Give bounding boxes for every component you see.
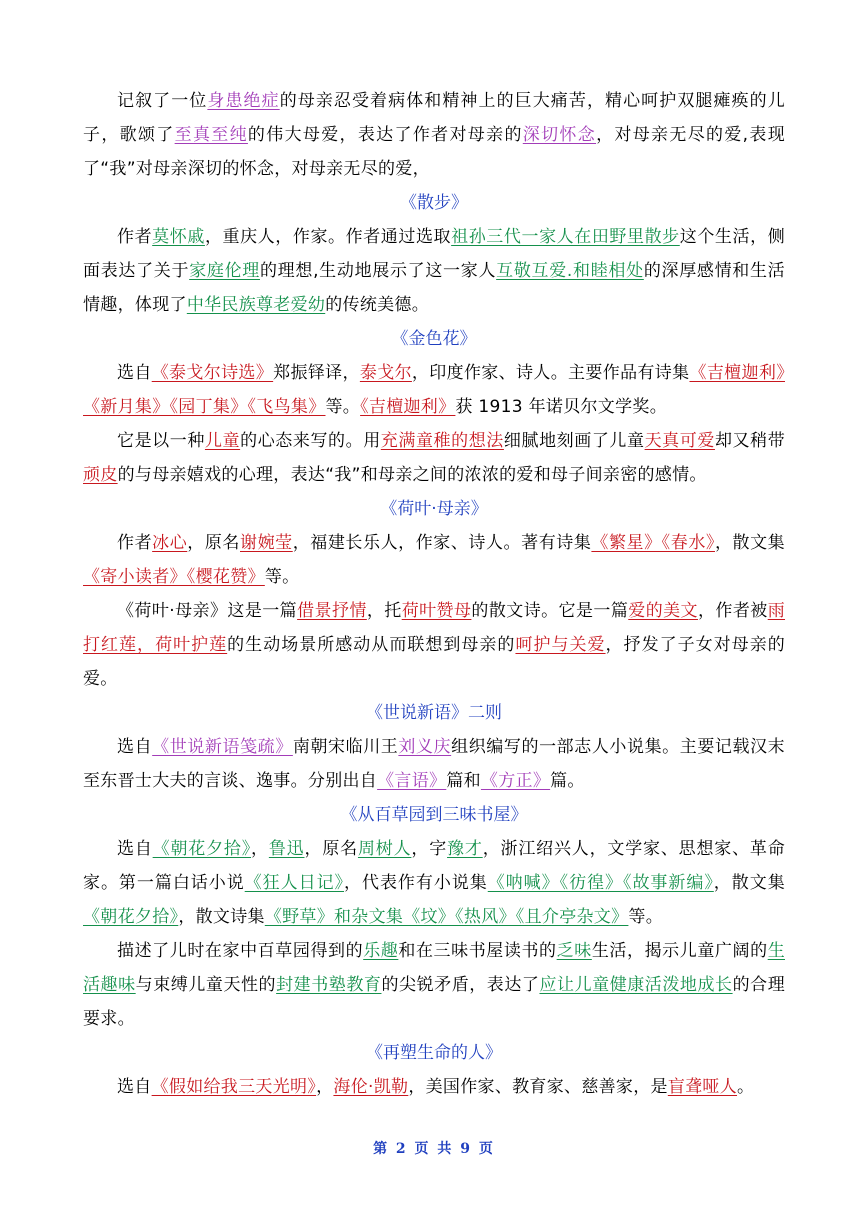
text-segment: 等。 xyxy=(325,397,361,417)
highlighted-term: 封建书塾教育 xyxy=(276,975,382,995)
page-footer: 第 2 页 共 9 页 xyxy=(373,1141,495,1157)
highlighted-term: 家庭伦理 xyxy=(189,261,260,281)
highlighted-term: 《假如给我三天光明》 xyxy=(151,1077,317,1097)
section-title: 《金色花》 xyxy=(391,329,477,349)
paragraph xyxy=(83,594,785,696)
text-segment: 选自 xyxy=(117,737,153,757)
highlighted-term: 雨打红莲，荷叶护莲 xyxy=(83,601,786,655)
highlighted-term: 《朝花夕拾》 xyxy=(83,907,179,927)
text-segment: 的深厚感情和生活情趣，体现了 xyxy=(83,261,785,315)
highlighted-term: 祖孙三代一家人在田野里散步 xyxy=(451,227,680,247)
highlighted-term: 至真至纯 xyxy=(174,125,248,145)
highlighted-term: 荷叶赞母 xyxy=(401,601,472,621)
highlighted-term: 《方正》 xyxy=(480,771,551,791)
text-segment: ，散文集 xyxy=(713,873,785,893)
text-segment: ，抒发了子女对母亲的爱。 xyxy=(83,635,786,689)
highlighted-term: 儿童 xyxy=(204,431,241,451)
document-body xyxy=(83,84,785,1104)
highlighted-term: 《朝花夕拾》 xyxy=(152,839,252,859)
highlighted-term: 《寄小读者》《樱花赞》 xyxy=(83,567,265,587)
text-segment: 的传统美德。 xyxy=(325,295,430,315)
highlighted-term: 顽皮 xyxy=(83,465,118,485)
text-segment: ，福建长乐人，作家、诗人。著有诗集 xyxy=(292,533,592,553)
highlighted-term: 天真可爱 xyxy=(644,431,715,451)
text-segment: ，散文集 xyxy=(714,533,785,553)
highlighted-term: 豫才 xyxy=(447,839,483,859)
text-segment: ，对母亲无尽的爱,表现了“我”对母亲深切的怀念，对母亲无尽的爱， xyxy=(83,125,786,179)
text-segment: 郑振铎译， xyxy=(273,363,360,383)
highlighted-term: 应让儿童健康活泼地成长 xyxy=(539,975,733,995)
text-segment: ，托 xyxy=(366,601,402,621)
text-segment: 生活，揭示儿童广阔的 xyxy=(591,941,768,961)
highlighted-term: 冰心 xyxy=(152,533,188,553)
text-segment: ，代表作有小说集 xyxy=(344,873,488,893)
paragraph xyxy=(83,84,785,186)
section-title: 《世说新语》二则 xyxy=(366,703,502,723)
section xyxy=(83,492,785,696)
highlighted-term: 呵护与关爱 xyxy=(515,635,606,655)
highlighted-term: 《野草》和杂文集《坟》《热风》《且介亭杂文》 xyxy=(264,907,629,927)
highlighted-term: 充满童稚的想法 xyxy=(380,431,504,451)
highlighted-term: 谢婉莹 xyxy=(240,533,293,553)
text-segment: 的伟大母爱，表达了作者对母亲的 xyxy=(247,125,523,145)
text-segment: ，作者被 xyxy=(697,601,768,621)
text-segment: 选自 xyxy=(117,363,152,383)
section xyxy=(83,84,785,186)
text-segment: ，原名 xyxy=(187,533,240,553)
text-segment: ，字 xyxy=(411,839,448,859)
section xyxy=(83,322,785,492)
highlighted-term: 海伦·凯勒 xyxy=(333,1077,409,1097)
highlighted-term: 互敬互爱.和睦相处 xyxy=(496,261,644,281)
highlighted-term: 盲聋哑人 xyxy=(667,1077,738,1097)
text-segment: 等。 xyxy=(628,907,664,927)
text-segment: 的生动场景所感动从而联想到母亲的 xyxy=(227,635,516,655)
highlighted-term: 泰戈尔 xyxy=(359,363,412,383)
text-segment: 选自 xyxy=(117,1077,152,1097)
text-segment: 选自 xyxy=(117,839,153,859)
section xyxy=(83,798,785,1036)
text-segment: 却又稍带 xyxy=(714,431,785,451)
highlighted-term: 《繁星》《春水》 xyxy=(591,533,715,553)
section xyxy=(83,186,785,322)
highlighted-term: 乐趣 xyxy=(363,941,399,961)
highlighted-term: 《泰戈尔诗选》 xyxy=(151,363,274,383)
paragraph xyxy=(83,832,785,934)
text-segment: 南朝宋临川王 xyxy=(292,737,399,757)
highlighted-term: 鲁迅 xyxy=(268,839,305,859)
text-segment: ，散文诗集 xyxy=(178,907,265,927)
text-segment: ， xyxy=(316,1077,334,1097)
highlighted-term: 《吉檀迦利》《新月集》《园丁集》《飞鸟集》 xyxy=(83,363,785,417)
section xyxy=(83,1036,785,1104)
text-segment: ， xyxy=(251,839,269,859)
text-segment: ，重庆人，作家。作者通过选取 xyxy=(204,227,452,247)
highlighted-term: 《吉檀迦利》 xyxy=(360,397,456,417)
text-segment: 作者 xyxy=(117,533,153,553)
section-title: 《荷叶·母亲》 xyxy=(380,499,488,519)
text-segment: 篇和 xyxy=(446,771,481,791)
text-segment: 等。 xyxy=(264,567,300,587)
highlighted-term: 《狂人日记》 xyxy=(244,873,345,893)
highlighted-term: 深切怀念 xyxy=(522,125,597,145)
text-segment: 这个生活，侧面表达了关于 xyxy=(83,227,785,281)
text-segment: 。 xyxy=(737,1077,755,1097)
highlighted-term: 乏味 xyxy=(556,941,592,961)
text-segment: 描述了儿时在家中百草园得到的 xyxy=(117,941,364,961)
section-title: 《散步》 xyxy=(400,193,468,213)
text-segment: 的心态来写的。用 xyxy=(240,431,381,451)
paragraph xyxy=(83,220,785,322)
paragraph xyxy=(83,730,785,798)
highlighted-term: 爱的美文 xyxy=(628,601,698,621)
text-segment: 组织编写的一部志人小说集。主要记载汉末至东晋士大夫的言谈、逸事。分别出自 xyxy=(83,737,785,791)
text-segment: 记叙了一位 xyxy=(117,91,208,111)
highlighted-term: 借景抒情 xyxy=(297,601,367,621)
text-segment: 作者 xyxy=(117,227,153,247)
highlighted-term: 莫怀戚 xyxy=(152,227,205,247)
highlighted-term: 生活趣味 xyxy=(83,941,785,995)
text-segment: 它是以一种 xyxy=(117,431,205,451)
paragraph xyxy=(83,356,785,424)
text-segment: 的散文诗。它是一篇 xyxy=(471,601,629,621)
text-segment: ，美国作家、教育家、慈善家，是 xyxy=(408,1077,668,1097)
text-segment: 篇。 xyxy=(550,771,585,791)
text-segment: 细腻地刻画了儿童 xyxy=(503,431,645,451)
section-title: 《再塑生命的人》 xyxy=(366,1043,502,1063)
text-segment: 的母亲忍受着病体和精神上的巨大痛苦，精心呵护双腿瘫痪的儿子，歌颂了 xyxy=(83,91,786,145)
text-segment: 与束缚儿童天性的 xyxy=(135,975,277,995)
highlighted-term: 《世说新语笺疏》 xyxy=(152,737,293,757)
text-segment: 和在三味书屋读书的 xyxy=(398,941,557,961)
text-segment: ，印度作家、诗人。主要作品有诗集 xyxy=(411,363,690,383)
highlighted-term: 中华民族尊老爱幼 xyxy=(186,295,326,315)
highlighted-term: 《言语》 xyxy=(377,771,447,791)
paragraph xyxy=(83,1070,785,1104)
text-segment: ，原名 xyxy=(304,839,358,859)
paragraph xyxy=(83,526,785,594)
text-segment: 《荷叶·母亲》这是一篇 xyxy=(117,601,298,621)
section xyxy=(83,696,785,798)
highlighted-term: 《呐喊》《彷徨》《故事新编》 xyxy=(487,873,714,893)
text-segment: 的尖锐矛盾，表达了 xyxy=(381,975,540,995)
text-segment: ，浙江绍兴人，文学家、思想家、革命家。第一篇白话小说 xyxy=(83,839,786,893)
text-segment: 获 1913 年诺贝尔文学奖。 xyxy=(455,397,667,417)
text-segment: 的与母亲嬉戏的心理，表达“我”和母亲之间的浓浓的爱和母子间亲密的感情。 xyxy=(117,465,707,485)
highlighted-term: 刘义庆 xyxy=(398,737,452,757)
paragraph xyxy=(83,424,785,492)
text-segment: 的理想,生动地展示了这一家人 xyxy=(259,261,497,281)
paragraph xyxy=(83,934,785,1036)
highlighted-term: 身患绝症 xyxy=(207,91,280,111)
section-title: 《从百草园到三味书屋》 xyxy=(340,805,528,825)
highlighted-term: 周树人 xyxy=(357,839,412,859)
text-segment: 的合理要求。 xyxy=(83,975,785,1029)
